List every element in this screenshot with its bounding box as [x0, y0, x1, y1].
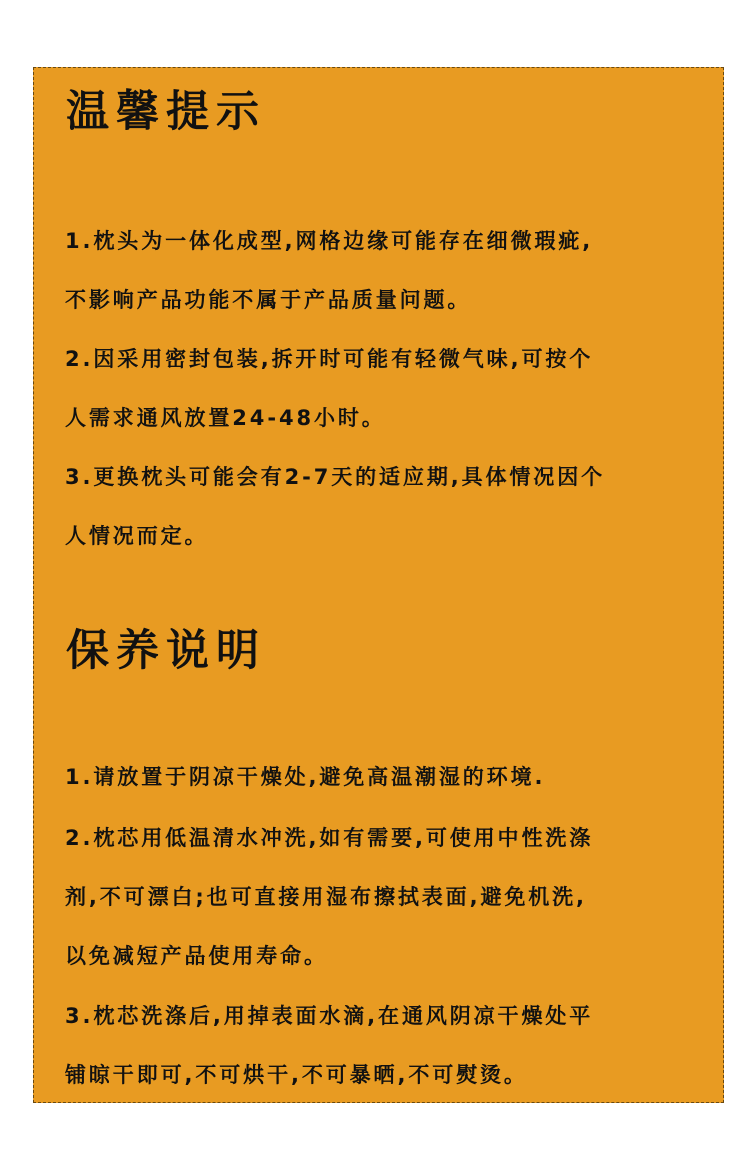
info-panel — [33, 67, 724, 1103]
care-item-3-line-1: 3.枕芯洗涤后,用掉表面水滴,在通风阴凉干燥处平 — [65, 1004, 594, 1028]
notice-item-2 — [65, 330, 715, 448]
notice-item-3-line-2: 人情况而定。 — [65, 524, 209, 548]
notice-item-2-line-2: 人需求通风放置24-48小时。 — [65, 406, 386, 430]
care-item-1 — [65, 748, 715, 807]
care-item-2-line-3: 以免减短产品使用寿命。 — [65, 944, 328, 968]
care-item-3 — [65, 987, 715, 1105]
notice-item-1-line-2: 不影响产品功能不属于产品质量问题。 — [65, 288, 472, 312]
notice-item-3 — [65, 448, 715, 566]
care-item-3-line-2: 铺晾干即可,不可烘干,不可暴晒,不可熨烫。 — [65, 1063, 528, 1087]
care-title: 保养说明 — [66, 626, 266, 676]
notice-item-3-line-1: 3.更换枕头可能会有2-7天的适应期,具体情况因个 — [65, 465, 606, 489]
notice-item-2-line-1: 2.因采用密封包装,拆开时可能有轻微气味,可按个 — [65, 347, 594, 371]
notice-item-1 — [65, 212, 715, 330]
care-item-2-line-2: 剂,不可漂白;也可直接用湿布擦拭表面,避免机洗, — [65, 885, 587, 909]
notice-item-1-line-1: 1.枕头为一体化成型,网格边缘可能存在细微瑕疵, — [65, 229, 594, 253]
notice-title: 温馨提示 — [66, 87, 266, 137]
care-item-2 — [65, 809, 715, 986]
care-item-2-line-1: 2.枕芯用低温清水冲洗,如有需要,可使用中性洗涤 — [65, 826, 594, 850]
care-item-1-line-1: 1.请放置于阴凉干燥处,避免高温潮湿的环境. — [65, 765, 546, 789]
